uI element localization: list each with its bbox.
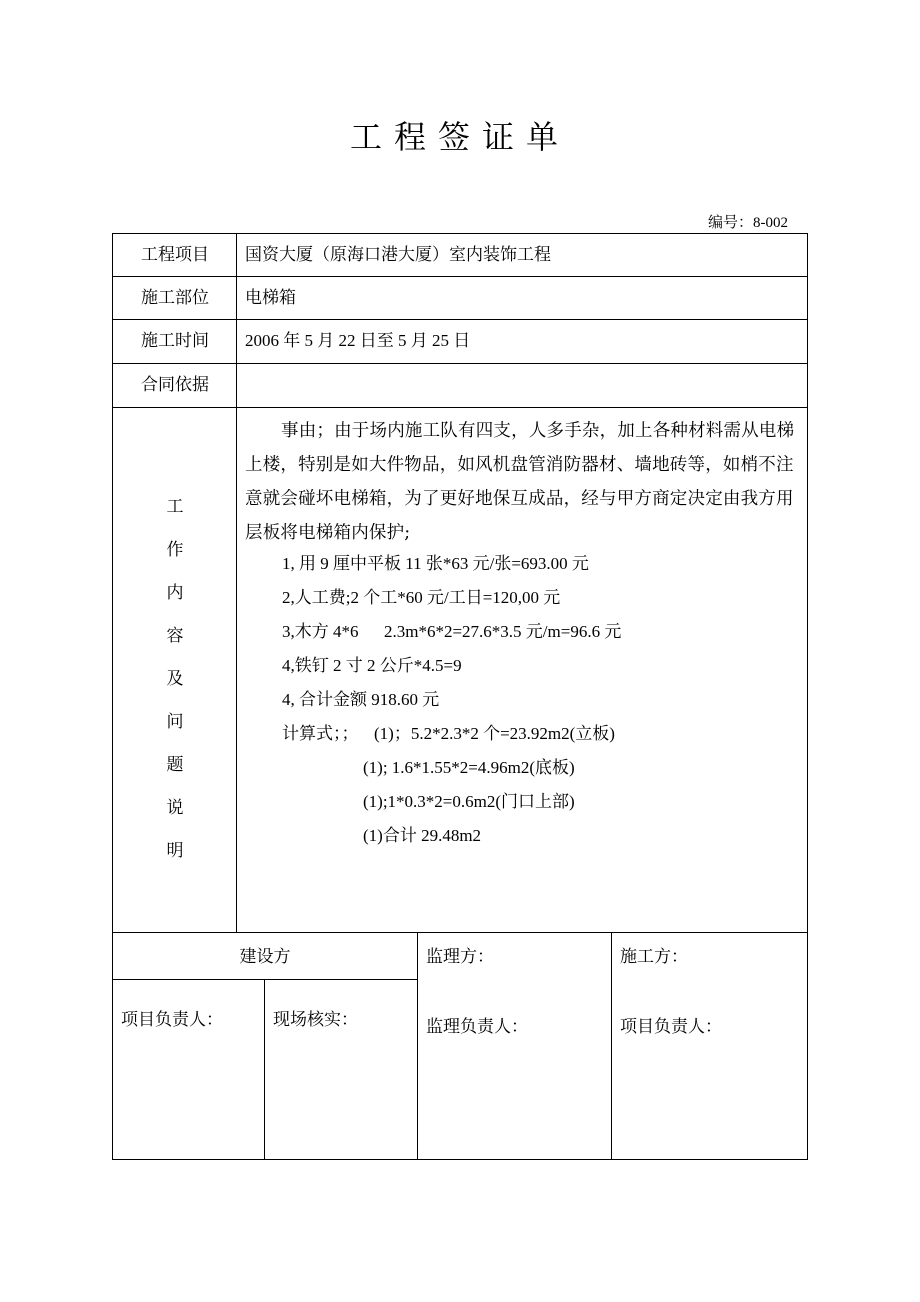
contract-label: 合同依据 xyxy=(141,375,209,395)
calc-line: (1)合计 29.48m2 xyxy=(363,826,482,845)
builder-heading: 建设方 xyxy=(239,947,291,967)
work-label-char: 作 xyxy=(166,540,184,560)
document-number-value: 8-002 xyxy=(753,215,788,231)
signature-divider xyxy=(417,932,418,1160)
project-value: 国资大厦（原海口港大厦）室内装饰工程 xyxy=(245,245,551,265)
work-item: 1, 用 9 厘中平板 11 张*63 元/张=693.00 元 xyxy=(282,554,589,573)
contractor-heading: 施工方： xyxy=(620,947,688,967)
table-border-top xyxy=(112,233,808,234)
calc-line: (1); 1.6*1.55*2=4.96m2(底板) xyxy=(363,758,575,777)
calc-line: (1)；5.2*2.3*2 个=23.92m2(立板) xyxy=(374,724,615,743)
document-number-label: 编号： xyxy=(707,213,753,231)
row-divider xyxy=(112,363,808,364)
location-label: 施工部位 xyxy=(141,288,209,308)
project-lead-signature: 项目负责人： xyxy=(121,1010,223,1030)
work-item: 3,木方 4*6 2.3m*6*2=27.6*3.5 元/m=96.6 元 xyxy=(282,622,622,641)
supervisor-heading: 监理方： xyxy=(426,947,494,967)
work-label-char: 题 xyxy=(166,755,184,775)
work-item: 2,人工费;2 个工*60 元/工日=120,00 元 xyxy=(282,588,561,607)
location-value: 电梯箱 xyxy=(245,288,296,308)
builder-subdivider xyxy=(264,979,265,1160)
work-label-char: 说 xyxy=(166,798,184,818)
work-label-char: 容 xyxy=(166,626,184,646)
document-title: 工程签证单 xyxy=(349,118,570,156)
work-label-char: 问 xyxy=(166,712,184,732)
calc-label: 计算式；； xyxy=(282,724,359,744)
time-label: 施工时间 xyxy=(141,331,209,351)
site-check-signature: 现场核实： xyxy=(273,1010,358,1030)
time-value: 2006 年 5 月 22 日至 5 月 25 日 xyxy=(245,331,471,350)
document-number xyxy=(708,211,788,232)
contractor-lead-signature: 项目负责人： xyxy=(620,1017,722,1037)
signature-divider xyxy=(611,932,612,1160)
project-label: 工程项目 xyxy=(141,245,209,265)
work-item: 4, 合计金额 918.60 元 xyxy=(282,690,440,709)
row-divider xyxy=(112,407,808,408)
work-label-char: 明 xyxy=(166,841,184,861)
table-border-left xyxy=(112,233,113,1160)
row-divider xyxy=(112,932,808,933)
table-border-bottom xyxy=(112,1159,808,1160)
work-label-char: 及 xyxy=(166,669,184,689)
work-reason: 事由；由于场内施工队有四支，人多手杂，加上各种材料需从电梯上楼，特别是如大件物品，如风机盘管消防器材、墙地砖等，如梢不注意就会碰坏电梯箱，为了更好地保互成品，经与甲方商定决定由我方用层板将电梯箱内保护; xyxy=(245,421,795,543)
work-label-char: 工 xyxy=(166,497,184,517)
supervisor-lead-signature: 监理负责人： xyxy=(426,1017,528,1037)
row-divider xyxy=(112,319,808,320)
table-border-right xyxy=(807,233,808,1160)
work-item: 4,铁钉 2 寸 2 公斤*4.5=9 xyxy=(282,656,462,675)
calc-line: (1);1*0.3*2=0.6m2(门口上部) xyxy=(363,792,575,811)
row-divider xyxy=(112,276,808,277)
work-label-char: 内 xyxy=(166,583,184,603)
